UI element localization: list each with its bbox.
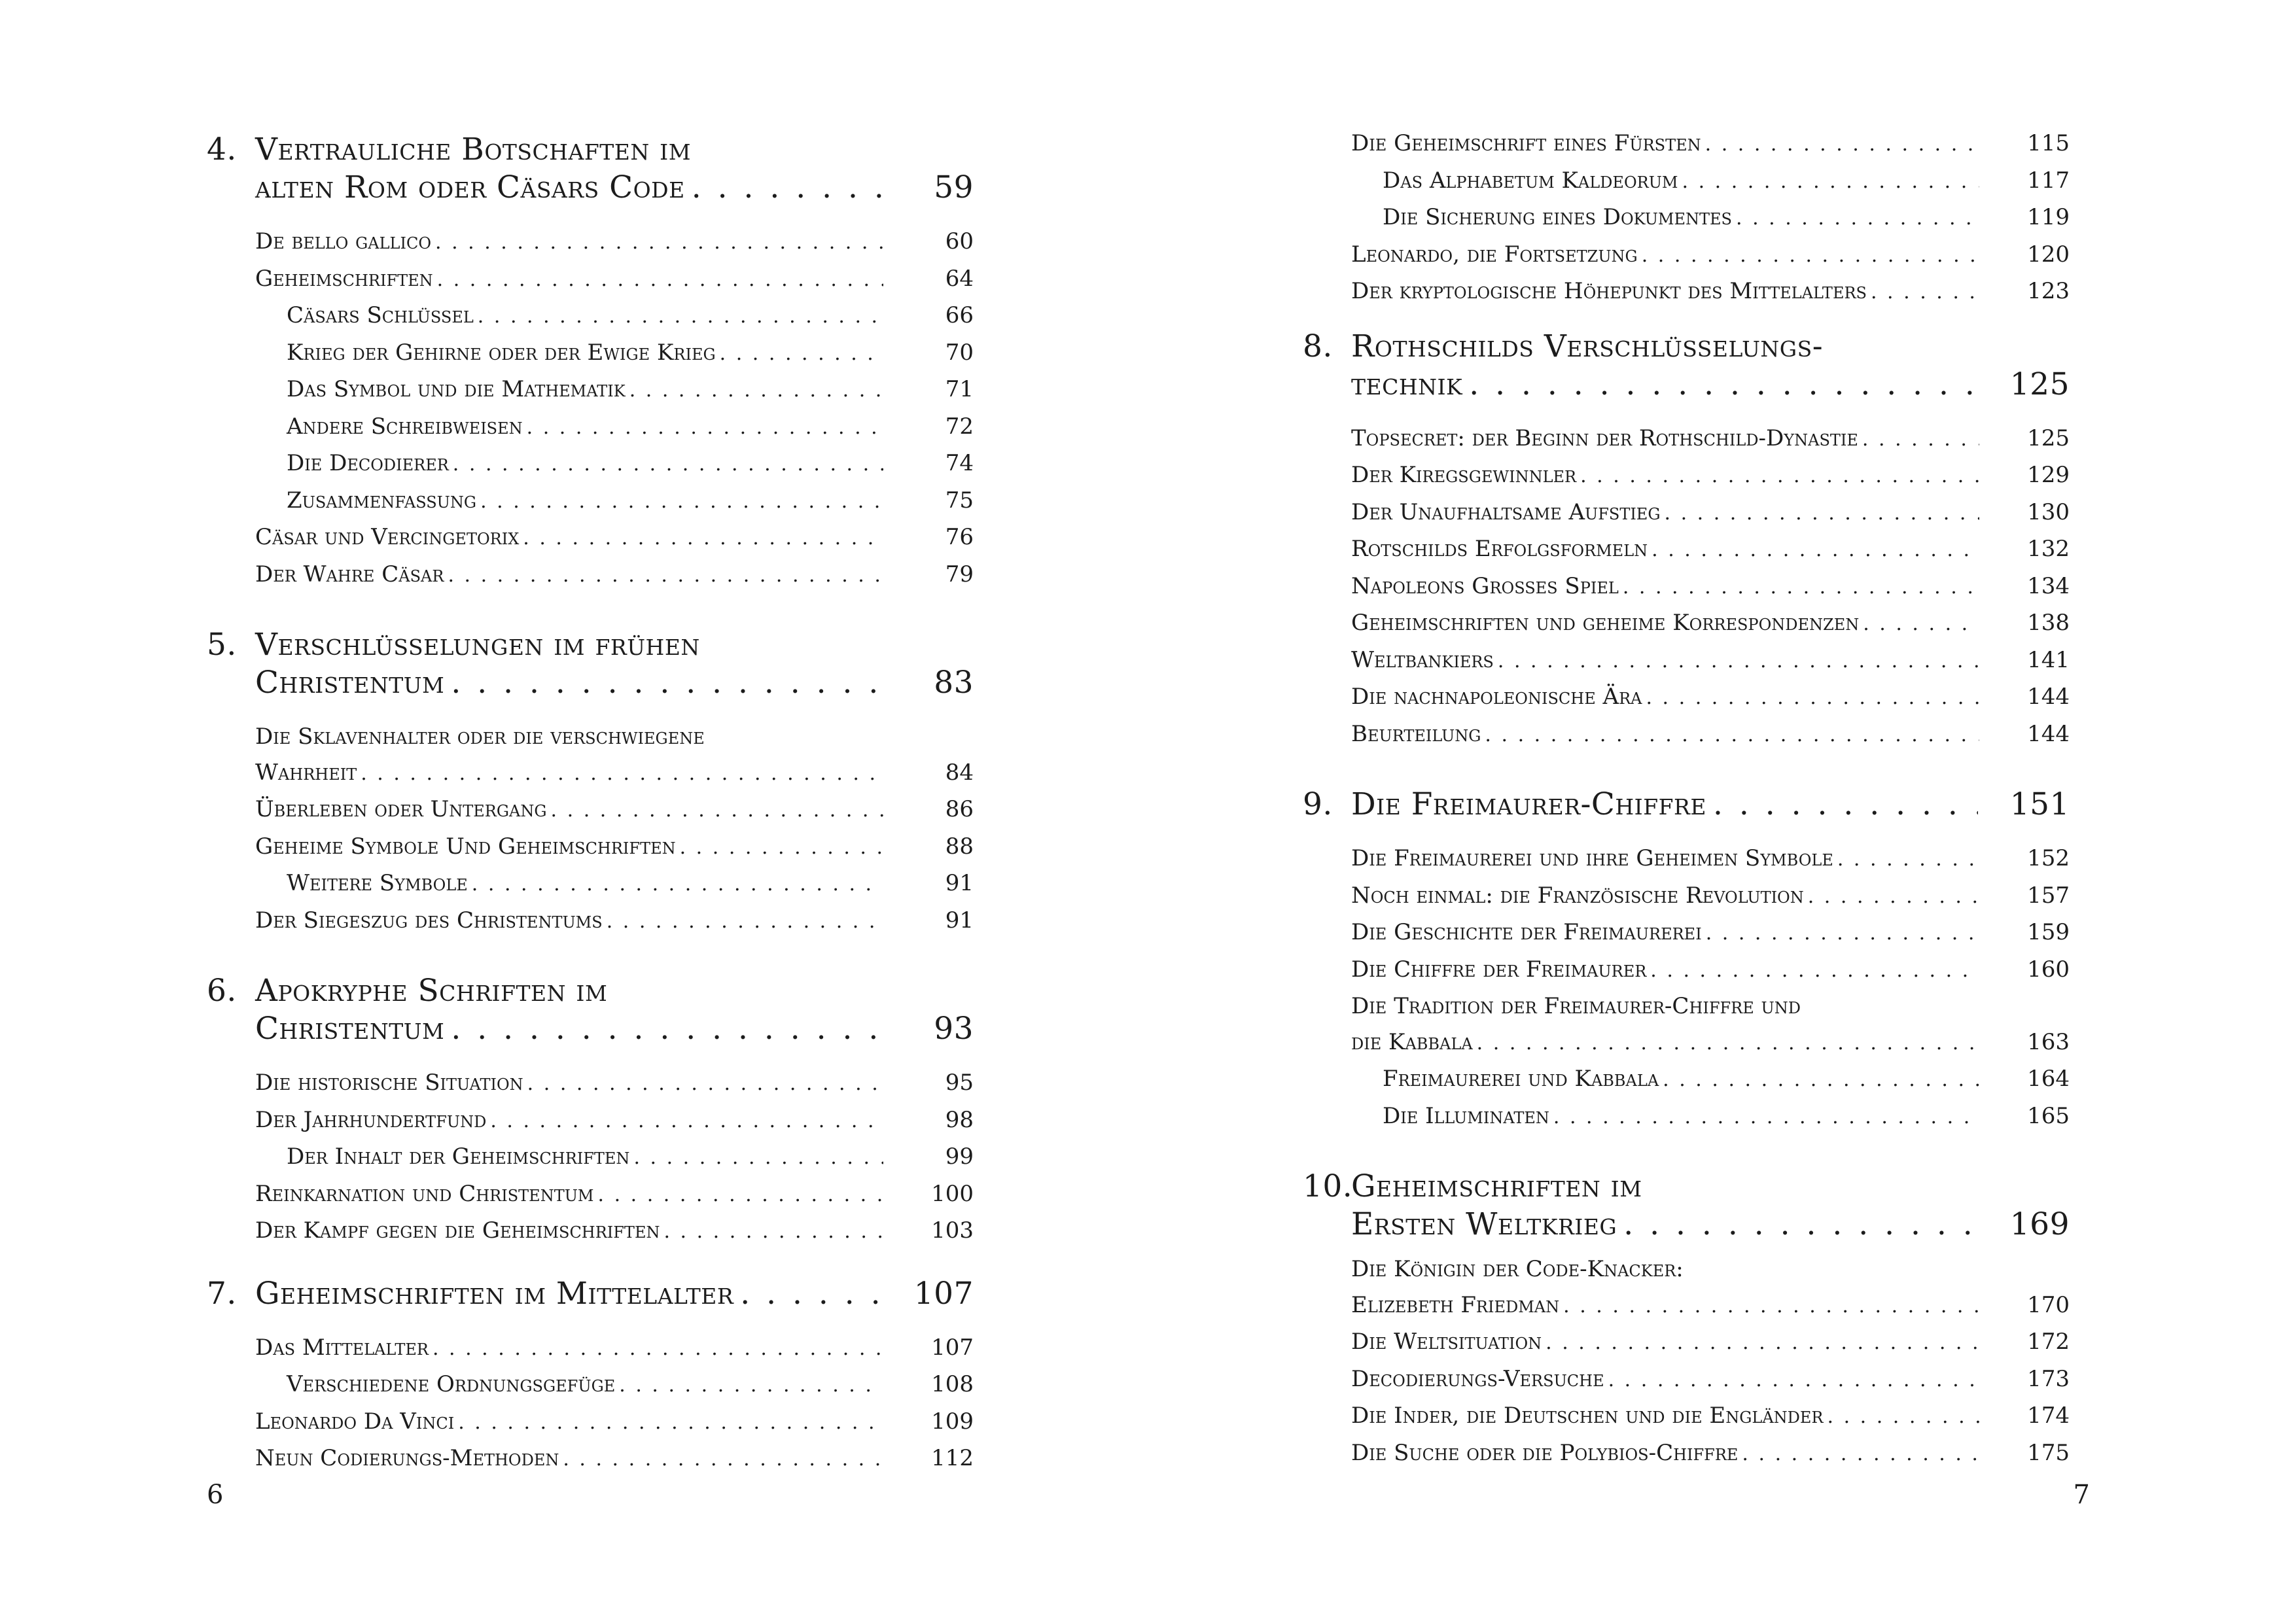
dot-leader: [1553, 1100, 1979, 1136]
entry-page-number: 174: [2027, 1403, 2070, 1429]
toc-column-right: [1303, 126, 2070, 1472]
entry-page-number: 95: [945, 1070, 974, 1096]
chapter-title-line: technik: [1351, 366, 1463, 402]
entry-title: Geheimschriften: [255, 265, 433, 292]
entry-page-number: 76: [945, 524, 974, 550]
toc-entry[interactable]: [255, 755, 974, 792]
entry-page-number: 71: [945, 376, 974, 402]
dot-leader: [1651, 532, 1979, 568]
chapter-title-line: alten Rom oder Cäsars Code: [255, 169, 685, 205]
dot-leader: [1742, 1437, 1979, 1473]
chapter-entries: [1303, 841, 2070, 1135]
dot-leader: [361, 756, 883, 792]
toc-entry[interactable]: [1351, 421, 2070, 458]
entry-title: Die historische Situation: [255, 1070, 523, 1096]
dot-leader: [1706, 916, 1979, 952]
toc-entry[interactable]: [255, 261, 974, 298]
chapter-number: 8.: [1303, 328, 1333, 364]
chapter-page-number: 169: [2009, 1206, 2070, 1242]
entry-title: Die Chiffre der Freimaurer: [1351, 956, 1647, 983]
dot-leader: [1736, 201, 1979, 237]
dot-leader: [1713, 786, 1978, 824]
dot-leader: [720, 336, 883, 372]
entry-title: Cäsar und Vercingetorix: [255, 524, 520, 550]
entry-title: Weltbankiers: [1351, 646, 1494, 673]
entry-title: Die Weltsituation: [1351, 1329, 1542, 1355]
entry-title: Das Symbol und die Mathematik: [287, 376, 626, 402]
entry-title: Beurteilung: [1351, 720, 1481, 747]
dot-leader: [1545, 1325, 1979, 1361]
chapter-title-line: Christentum: [255, 1011, 445, 1047]
entry-page-number: 120: [2027, 241, 2070, 268]
chapter-title-line: Vertrauliche Botschaften im: [255, 131, 692, 167]
dot-leader: [1580, 459, 1979, 495]
chapter-heading[interactable]: [207, 1275, 974, 1313]
entry-title: Das Mittelalter: [255, 1334, 429, 1361]
dot-leader: [523, 521, 883, 557]
entry-page-number: 144: [2027, 684, 2070, 710]
toc-entry[interactable]: [1351, 273, 2070, 311]
entry-page-number: 88: [945, 833, 974, 860]
chapter-number: 9.: [1303, 786, 1333, 822]
toc-entry[interactable]: [1351, 495, 2070, 532]
entry-page-number: 72: [945, 413, 974, 440]
toc-entry[interactable]: [1351, 915, 2070, 952]
entry-page-number: 109: [931, 1408, 974, 1435]
entry-page-number: 79: [945, 561, 974, 587]
entry-page-number: 64: [945, 265, 974, 292]
toc-entry[interactable]: [255, 519, 974, 557]
entry-title: Der Kampf gegen die Geheimschriften: [255, 1217, 660, 1244]
entry-title: Freimaurerei und Kabbala: [1383, 1066, 1659, 1092]
page-number-left: 6: [207, 1480, 224, 1510]
entry-page-number: 60: [945, 228, 974, 254]
toc-entry[interactable]: [1351, 878, 2070, 915]
dot-leader: [1663, 1062, 1979, 1098]
chapter-number: 7.: [207, 1275, 237, 1312]
dot-leader: [607, 904, 883, 940]
entry-page-number: 160: [2027, 956, 2070, 983]
toc-entry[interactable]: [1351, 716, 2070, 754]
toc-entry[interactable]: [1351, 1398, 2070, 1435]
chapter-number: 4.: [207, 131, 237, 167]
toc-entry[interactable]: [255, 224, 974, 261]
toc-subentry[interactable]: [287, 483, 974, 520]
toc-entry[interactable]: [1351, 237, 2070, 274]
chapter-title-line: Rothschilds Verschlüsselungs-: [1351, 328, 1824, 364]
entry-page-number: 152: [2027, 845, 2070, 871]
dot-leader: [663, 1214, 883, 1250]
chapter-heading[interactable]: [1303, 786, 2070, 824]
entry-page-number: 170: [2027, 1291, 2070, 1318]
entry-title: Zusammenfassung: [287, 487, 477, 514]
toc-entry[interactable]: [255, 1102, 974, 1140]
dot-leader: [451, 664, 882, 702]
entry-title: Krieg der Gehirne oder der Ewige Krieg: [287, 339, 716, 366]
dot-leader: [1705, 127, 1979, 163]
dot-leader: [1837, 842, 1979, 878]
dot-leader: [1665, 496, 1979, 532]
dot-leader: [1646, 680, 1979, 716]
toc-entry[interactable]: [1351, 642, 2070, 680]
chapter-page-number: 83: [934, 665, 974, 701]
chapter-title-line: Verschlüsselungen im frühen: [255, 627, 700, 663]
toc-entry[interactable]: [255, 829, 974, 866]
entry-page-number: 100: [931, 1180, 974, 1207]
entry-page-number: 134: [2027, 572, 2070, 599]
entry-page-number: 108: [931, 1371, 974, 1397]
entry-page-number: 129: [2027, 462, 2070, 488]
dot-leader: [448, 558, 883, 594]
dot-leader: [1650, 953, 1979, 989]
toc-entry[interactable]: [1351, 457, 2070, 495]
entry-title: Die Sklavenhalter oder die verschwiegene: [255, 724, 705, 750]
entry-title: Die Inder, die Deutschen und die Engländer: [1351, 1403, 1824, 1429]
entry-title: Die Tradition der Freimaurer-Chiffre und: [1351, 993, 1801, 1019]
entry-title: Geheimschriften und geheime Korrespondenzen: [1351, 610, 1860, 636]
chapter-entries: [1303, 421, 2070, 754]
entry-title: De bello gallico: [255, 228, 431, 254]
toc-entry[interactable]: [1351, 841, 2070, 878]
toc-subentry[interactable]: [287, 445, 974, 483]
entry-page-number: 74: [945, 450, 974, 476]
chapter-entries: [1303, 1251, 2070, 1472]
page-number-right: 7: [2073, 1480, 2090, 1510]
dot-leader: [1623, 570, 1979, 606]
entry-page-number: 86: [945, 796, 974, 822]
entry-page-number: 98: [945, 1106, 974, 1133]
dot-leader: [1498, 644, 1979, 680]
dot-leader: [740, 1275, 882, 1313]
entry-title: Leonardo, die Fortsetzung: [1351, 241, 1638, 268]
toc-entry[interactable]: [255, 1440, 974, 1478]
chapter-title-line: Geheimschriften im: [1351, 1168, 1642, 1204]
entry-title: Geheime Symbole Und Geheimschriften: [255, 833, 676, 860]
entry-title: Die Freimaurerei und ihre Geheimen Symbole: [1351, 845, 1833, 871]
chapter-number: 6.: [207, 973, 237, 1009]
toc-entry[interactable]: [1351, 531, 2070, 568]
toc-entry[interactable]: [255, 1213, 974, 1250]
toc-subentry[interactable]: [1383, 1098, 2070, 1136]
chapter-title-line: Ersten Weltkrieg: [1351, 1206, 1617, 1242]
toc-subentry[interactable]: [287, 372, 974, 409]
entry-title: Das Alphabetum Kaldeorum: [1383, 167, 1678, 194]
entry-title: Reinkarnation und Christentum: [255, 1180, 594, 1207]
entry-title: Die Sicherung eines Dokumentes: [1383, 204, 1732, 230]
entry-title: Die Königin der Code-Knacker:: [1351, 1256, 1684, 1282]
dot-leader: [480, 484, 883, 520]
toc-subentry[interactable]: [287, 1367, 974, 1404]
entry-title: Andere Schreibweisen: [287, 413, 523, 440]
dot-leader: [433, 1331, 883, 1367]
entry-page-number: 107: [931, 1334, 974, 1361]
entry-title: Napoleons Grosses Spiel: [1351, 572, 1619, 599]
entry-page-number: 173: [2027, 1365, 2070, 1392]
chapter-page-number: 59: [934, 169, 974, 205]
entry-page-number: 99: [945, 1143, 974, 1170]
toc-subentry[interactable]: [1383, 200, 2070, 237]
chapter-heading[interactable]: [1303, 328, 2070, 404]
chapter-number: 10.: [1303, 1168, 1353, 1204]
chapter-title-line: Apokryphe Schriften im: [255, 973, 608, 1009]
entry-page-number: 172: [2027, 1329, 2070, 1355]
toc-entry[interactable]: [1351, 605, 2070, 642]
entry-page-number: 141: [2027, 646, 2070, 673]
chapter-number: 5.: [207, 627, 237, 663]
dot-leader: [1863, 606, 1979, 642]
entry-title: Die Decodierer: [287, 450, 449, 476]
entry-page-number: 91: [945, 870, 974, 896]
chapter-page-number: 107: [913, 1275, 974, 1312]
entry-page-number: 130: [2027, 498, 2070, 525]
dot-leader: [1808, 879, 1979, 915]
dot-leader: [1477, 1026, 1979, 1062]
entry-title-continued: Elizebeth Friedman: [1351, 1291, 1560, 1318]
entry-page-number: 103: [931, 1217, 974, 1244]
entry-title: Noch einmal: die Französische Revolution: [1351, 882, 1804, 909]
dot-leader: [1682, 164, 1980, 200]
entry-title: Die Geschichte der Freimaurerei: [1351, 919, 1702, 945]
chapter-title-line: Geheimschriften im Mittelalter: [255, 1275, 734, 1312]
dot-leader: [1608, 1363, 1979, 1399]
entry-title-continued: Wahrheit: [255, 759, 357, 786]
entry-page-number: 117: [2027, 167, 2070, 194]
entry-title-continued: die Kabbala: [1351, 1028, 1473, 1055]
chapter-entries-continued: [1303, 126, 2070, 311]
dot-leader: [1485, 718, 1979, 754]
toc-subentry[interactable]: [287, 1139, 974, 1176]
entry-page-number: 144: [2027, 720, 2070, 747]
chapter-entries: [207, 224, 974, 593]
chapter-title-line: Die Freimaurer-Chiffre: [1351, 786, 1706, 822]
dot-leader: [1623, 1206, 1978, 1244]
dot-leader: [551, 793, 883, 829]
toc-entry[interactable]: [255, 1176, 974, 1213]
right-page: [1148, 0, 2296, 1623]
dot-leader: [1862, 422, 1979, 458]
dot-leader: [619, 1368, 883, 1404]
toc-subentry[interactable]: [287, 865, 974, 903]
toc-entry-first-line[interactable]: [255, 719, 974, 755]
toc-entry[interactable]: [1351, 679, 2070, 716]
entry-title: Weitere Symbole: [287, 870, 468, 896]
toc-subentry[interactable]: [1383, 1061, 2070, 1098]
dot-leader: [490, 1104, 883, 1140]
entry-page-number: 163: [2027, 1028, 2070, 1055]
entry-title: Der Jahrhundertfund: [255, 1106, 487, 1133]
entry-page-number: 125: [2027, 425, 2070, 451]
entry-page-number: 159: [2027, 919, 2070, 945]
dot-leader: [1871, 275, 1979, 311]
dot-leader: [633, 1140, 883, 1176]
toc-entry-first-line[interactable]: [1351, 988, 2070, 1024]
dot-leader: [692, 169, 882, 207]
dot-leader: [451, 1010, 882, 1048]
chapter-page-number: 93: [934, 1011, 974, 1047]
toc-entry[interactable]: [1351, 568, 2070, 606]
chapter-page-number: 125: [2009, 366, 2070, 402]
entry-page-number: 75: [945, 487, 974, 514]
toc-subentry[interactable]: [287, 298, 974, 335]
entry-title: Die Geheimschrift eines Fürsten: [1351, 130, 1701, 156]
chapter-heading[interactable]: [207, 131, 974, 207]
dot-leader: [435, 225, 883, 261]
entry-title: Der Wahre Cäsar: [255, 561, 444, 587]
chapter-entries: [207, 1330, 974, 1478]
entry-title: Der Siegeszug des Christentums: [255, 907, 603, 934]
entry-title: Leonardo Da Vinci: [255, 1408, 455, 1435]
toc-entry[interactable]: [1351, 126, 2070, 163]
chapter-heading[interactable]: [1303, 1168, 2070, 1244]
toc-subentry[interactable]: [1383, 163, 2070, 200]
toc-entry[interactable]: [255, 557, 974, 594]
dot-leader: [527, 1066, 883, 1102]
entry-title: Verschiedene Ordnungsgefüge: [287, 1371, 616, 1397]
entry-title: Die Illuminaten: [1383, 1102, 1549, 1129]
toc-entry[interactable]: [255, 903, 974, 940]
entry-title: Der Kiregsgewinnler: [1351, 462, 1577, 488]
dot-leader: [1828, 1399, 1980, 1435]
dot-leader: [527, 410, 883, 446]
dot-leader: [478, 299, 883, 335]
toc-entry[interactable]: [255, 1330, 974, 1367]
dot-leader: [1642, 238, 1979, 274]
entry-title: Die nachnapoleonische Ära: [1351, 684, 1642, 710]
toc-entry[interactable]: [1351, 1324, 2070, 1361]
dot-leader: [629, 373, 883, 409]
dot-leader: [472, 867, 883, 903]
toc-entry-first-line[interactable]: [1351, 1251, 2070, 1287]
chapter-heading[interactable]: [207, 972, 974, 1048]
entry-page-number: 132: [2027, 536, 2070, 562]
dot-leader: [453, 447, 883, 483]
toc-entry[interactable]: [1351, 1287, 2070, 1325]
entry-title: Neun Codierungs-Methoden: [255, 1445, 559, 1471]
entry-page-number: 84: [945, 759, 974, 786]
entry-page-number: 123: [2027, 278, 2070, 304]
entry-page-number: 157: [2027, 882, 2070, 909]
entry-title: Die Suche oder die Polybios-Chiffre: [1351, 1439, 1739, 1466]
dot-leader: [563, 1442, 883, 1478]
toc-entry[interactable]: [255, 792, 974, 829]
toc-entry[interactable]: [1351, 1361, 2070, 1399]
dot-leader: [598, 1178, 884, 1213]
entry-title: Cäsars Schlüssel: [287, 302, 474, 328]
entry-page-number: 66: [945, 302, 974, 328]
entry-page-number: 119: [2027, 204, 2070, 230]
dot-leader: [437, 262, 883, 298]
toc-entry[interactable]: [255, 1065, 974, 1102]
toc-entry[interactable]: [1351, 1435, 2070, 1473]
chapter-entries: [207, 719, 974, 939]
entry-title: Der kryptologische Höhepunkt des Mittelalters: [1351, 278, 1867, 304]
entry-page-number: 112: [931, 1445, 974, 1471]
dot-leader: [458, 1405, 883, 1441]
entry-page-number: 91: [945, 907, 974, 934]
entry-title: Der Inhalt der Geheimschriften: [287, 1143, 630, 1170]
entry-title: Überleben oder Untergang: [255, 796, 547, 822]
entry-page-number: 115: [2027, 130, 2070, 156]
entry-title: Der Unaufhaltsame Aufstieg: [1351, 498, 1661, 525]
dot-leader: [1563, 1289, 1979, 1325]
toc-subentry[interactable]: [287, 409, 974, 446]
dot-leader: [680, 830, 883, 866]
chapter-heading[interactable]: [207, 626, 974, 702]
entry-page-number: 70: [945, 339, 974, 366]
toc-entry[interactable]: [255, 1404, 974, 1441]
entry-page-number: 138: [2027, 610, 2070, 636]
toc-subentry[interactable]: [287, 335, 974, 372]
chapter-title-line: Christentum: [255, 665, 445, 701]
toc-entry[interactable]: [1351, 1024, 2070, 1062]
entry-page-number: 175: [2027, 1439, 2070, 1466]
entry-page-number: 164: [2027, 1066, 2070, 1092]
entry-title: Topsecret: der Beginn der Rothschild-Dynastie: [1351, 425, 1858, 451]
chapter-entries: [207, 1065, 974, 1250]
dot-leader: [1469, 366, 1978, 404]
entry-title: Decodierungs-Versuche: [1351, 1365, 1604, 1392]
toc-column-left: [207, 131, 974, 1478]
chapter-page-number: 151: [2009, 786, 2070, 822]
entry-page-number: 165: [2027, 1102, 2070, 1129]
toc-entry[interactable]: [1351, 952, 2070, 989]
entry-title: Rotschilds Erfolgsformeln: [1351, 536, 1648, 562]
